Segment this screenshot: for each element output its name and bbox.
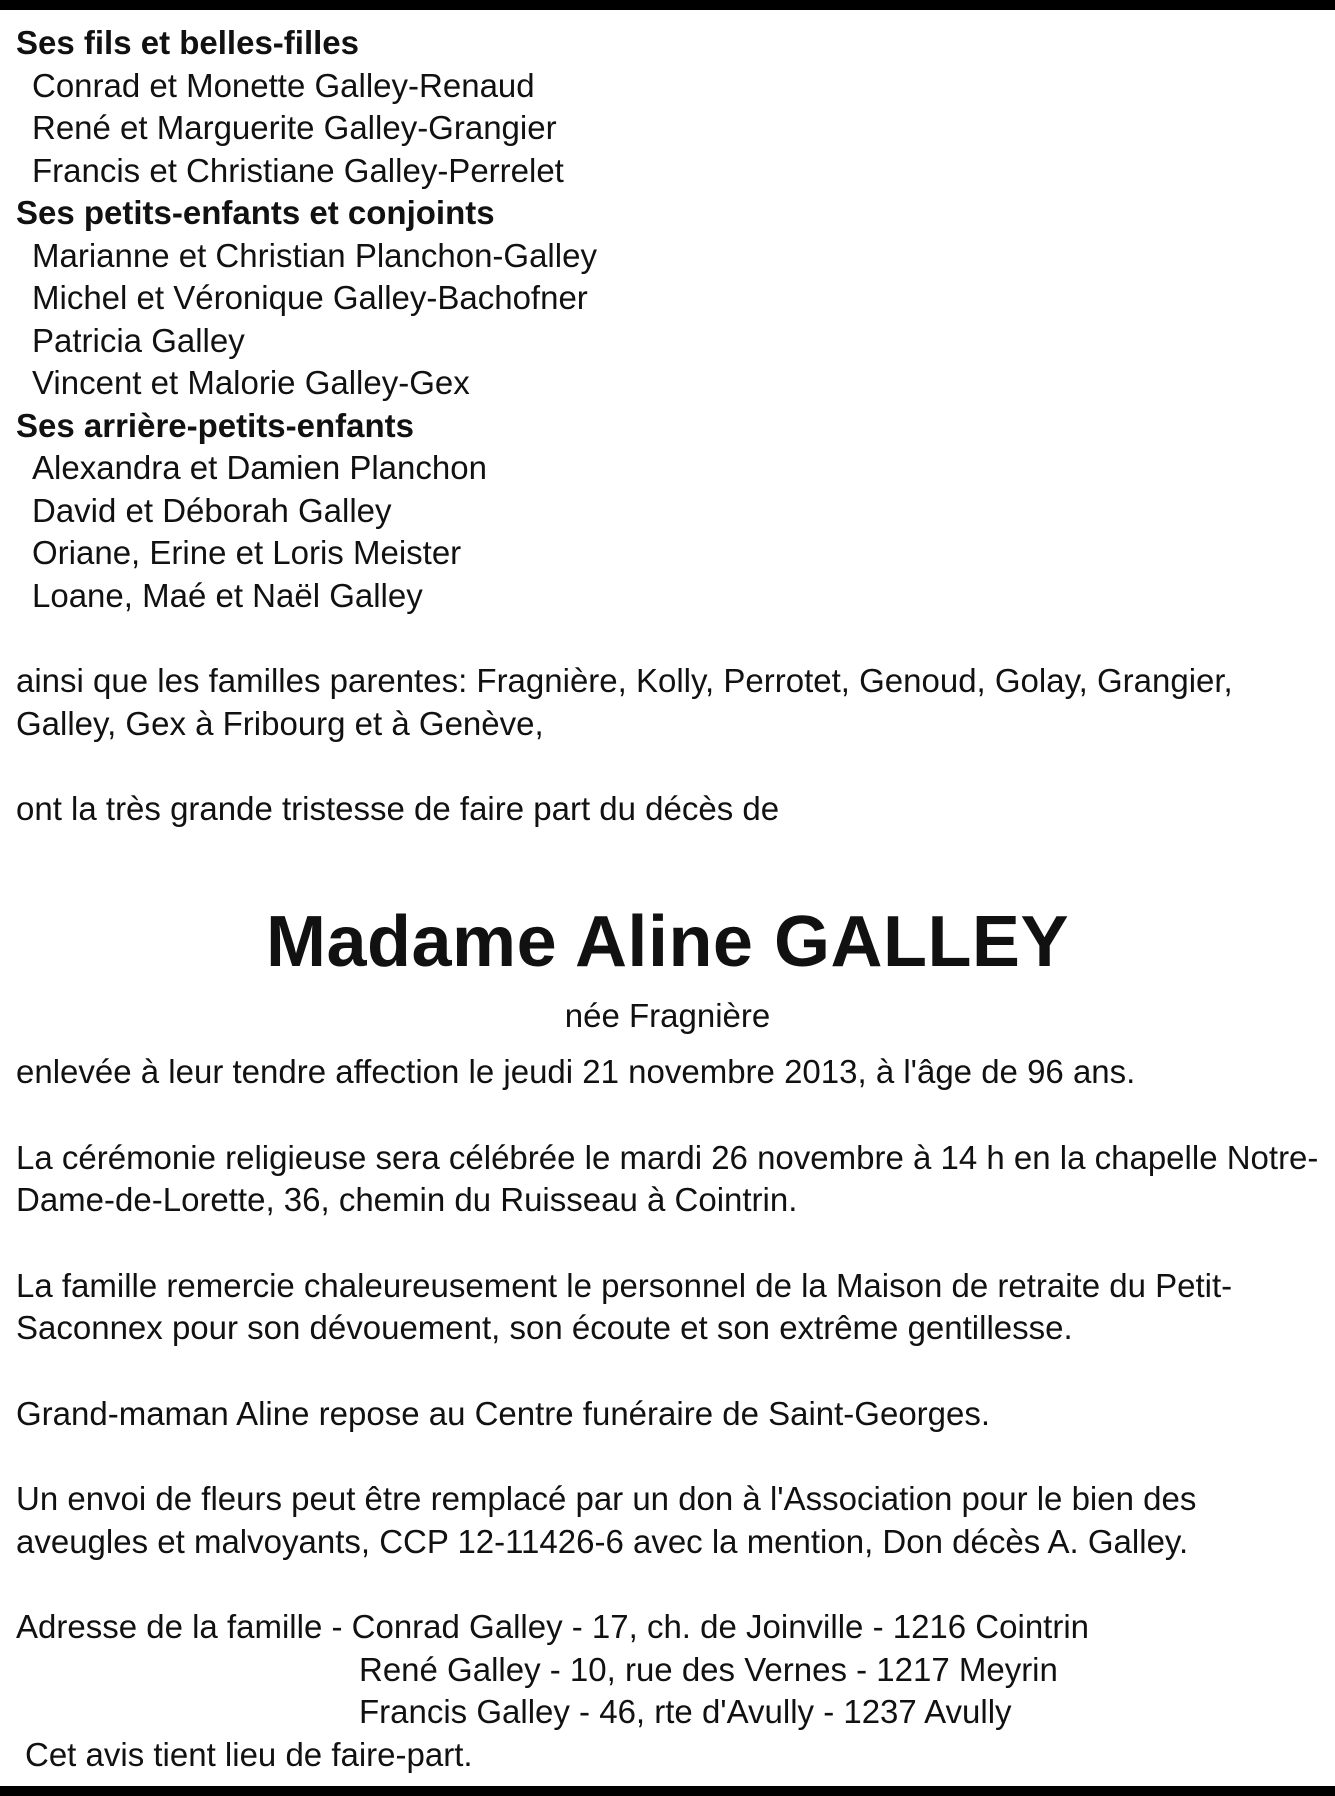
family-member: Alexandra et Damien Planchon <box>32 449 487 486</box>
address-row-first <box>16 1606 1321 1649</box>
spacer <box>16 1222 1321 1265</box>
relatives-paragraph: ainsi que les familles parentes: Fragnière, Kolly, Perrotet, Genoud, Golay, Grangier, Galley, Gex à Fribourg et à Genève, <box>16 662 1233 742</box>
spacer <box>16 1094 1321 1137</box>
group-heading: Ses arrière-petits-enfants <box>16 406 414 444</box>
announcement-intro: ont la très grande tristesse de faire part du décès de <box>16 790 780 827</box>
family-member: Oriane, Erine et Loris Meister <box>32 534 462 571</box>
family-group-sons <box>16 22 1321 192</box>
group-heading: Ses fils et belles-filles <box>16 24 359 61</box>
deceased-name: Madame Aline GALLEY <box>266 901 1069 982</box>
address-line: Francis Galley - 46, rte d'Avully - 1237 Avully <box>359 1693 1012 1730</box>
family-member: Conrad et Monette Galley-Renaud <box>32 66 535 104</box>
family-member: Marianne et Christian Planchon-Galley <box>32 236 597 274</box>
family-member: David et Déborah Galley <box>32 491 392 529</box>
spacer <box>16 831 1321 897</box>
donation-paragraph: Un envoi de fleurs peut être remplacé par un don à l'Association pour le bien des aveugles et malvoyants, CCP 12-11426-6 avec la mention, Don décès A. Galley. <box>16 1480 1197 1560</box>
obituary-notice <box>16 22 1321 1776</box>
top-border-rule <box>0 0 1335 10</box>
family-member: Michel et Véronique Galley-Bachofner <box>32 279 588 316</box>
spacer <box>16 617 1321 660</box>
spacer <box>16 1350 1321 1393</box>
address-line: René Galley - 10, rue des Vernes - 1217 Meyrin <box>359 1650 1058 1688</box>
family-group-grandchildren <box>16 192 1321 405</box>
family-member: Loane, Maé et Naël Galley <box>32 576 423 614</box>
ceremony-paragraph: La cérémonie religieuse sera célébrée le mardi 26 novembre à 14 h en la chapelle Notre-Dame-de-Lorette, 36, chemin du Ruisseau à Cointrin. <box>16 1138 1319 1218</box>
death-notice: enlevée à leur tendre affection le jeudi 21 novembre 2013, à l'âge de 96 ans. <box>16 1053 1136 1090</box>
spacer <box>16 745 1321 788</box>
repose-paragraph: Grand-maman Aline repose au Centre funéraire de Saint-Georges. <box>16 1394 991 1432</box>
family-member: Vincent et Malorie Galley-Gex <box>32 364 470 401</box>
group-heading: Ses petits-enfants et conjoints <box>16 194 495 231</box>
address-line: Conrad Galley - 17, ch. de Joinville - 1216 Cointrin <box>351 1608 1090 1645</box>
footer-note: Cet avis tient lieu de faire-part. <box>25 1735 473 1773</box>
family-member: Francis et Christiane Galley-Perrelet <box>32 151 564 189</box>
family-member: René et Marguerite Galley-Grangier <box>32 109 557 146</box>
bottom-border-rule <box>0 1786 1335 1796</box>
address-label: Adresse de la famille - <box>16 1608 352 1645</box>
spacer <box>16 1435 1321 1478</box>
spacer <box>16 1563 1321 1606</box>
thanks-paragraph: La famille remercie chaleureusement le personnel de la Maison de retraite du Petit-Saconnex pour son dévouement, son écoute et son extrême gentillesse. <box>16 1266 1233 1346</box>
family-member: Patricia Galley <box>32 321 245 359</box>
maiden-name: née Fragnière <box>564 996 771 1034</box>
family-group-great-grandchildren <box>16 405 1321 618</box>
family-address-block <box>16 1606 1321 1734</box>
